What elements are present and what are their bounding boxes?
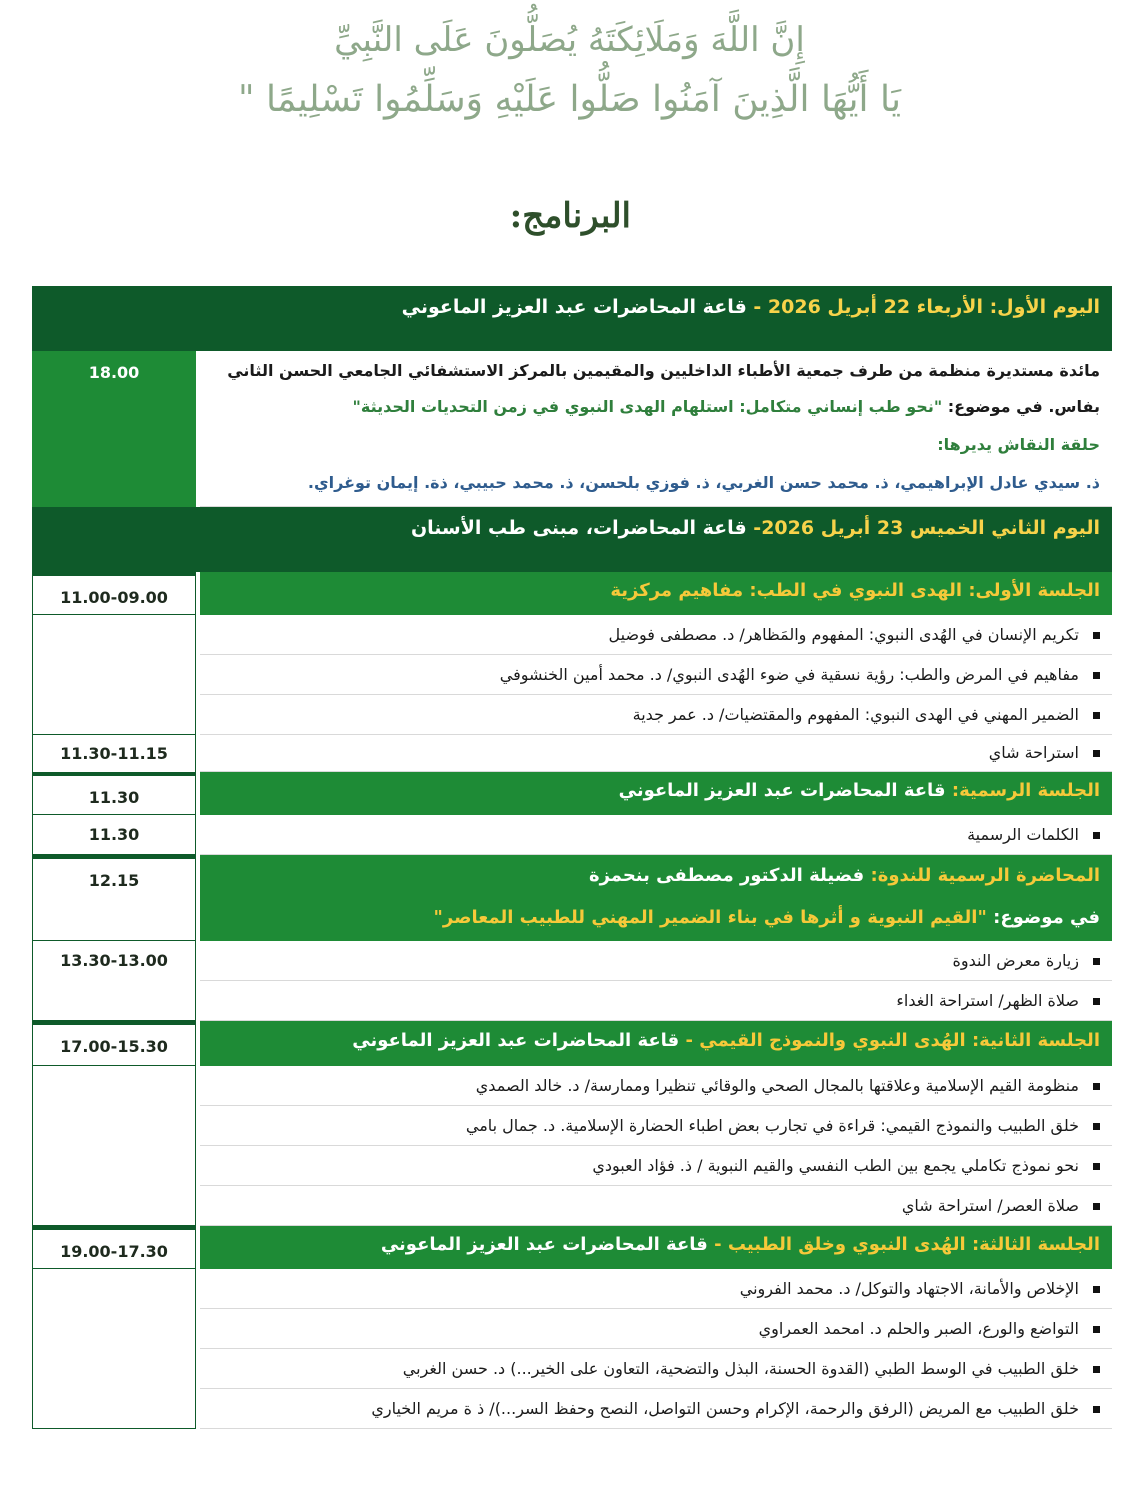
session3-title: الهُدى النبوي وخلق الطبيب - xyxy=(714,1234,966,1255)
bullet-icon xyxy=(1093,712,1100,719)
session3-label: الجلسة الثالثة: xyxy=(971,1234,1100,1255)
session2-break: صلاة العصر/ استراحة شاي xyxy=(901,1196,1079,1215)
bullet-icon xyxy=(1093,1203,1100,1210)
lecture-label: المحاضرة الرسمية للندوة: xyxy=(870,865,1100,886)
bullet-icon xyxy=(1093,1163,1100,1170)
session1-item-3: الضمير المهني في الهدى النبوي: المفهوم والمقتضيات/ د. عمر جدية xyxy=(632,705,1079,724)
session2-title: الهُدى النبوي والنموذج القيمي - xyxy=(685,1030,966,1051)
list-item xyxy=(32,1389,1112,1429)
bullet-icon xyxy=(1093,672,1100,679)
day2-venue: قاعة المحاضرات، مبنى طب الأسنان xyxy=(410,517,747,539)
bullet-icon xyxy=(1093,1406,1100,1413)
speeches-time: 11.30 xyxy=(32,815,196,855)
session3-header xyxy=(32,1226,1112,1269)
official-session-header xyxy=(32,772,1112,815)
day2-label: اليوم الثاني الخميس 23 أبريل 2026- xyxy=(753,517,1100,539)
list-item xyxy=(32,655,1112,695)
bullet-icon xyxy=(1093,832,1100,839)
round-table-line-2: بفاس. في موضوع: xyxy=(947,397,1100,416)
session1-time: 11.00-09.00 xyxy=(32,572,196,615)
session3-item-2: التواضع والورع، الصبر والحلم د. امحمد العمراوي xyxy=(758,1319,1079,1338)
list-item xyxy=(32,615,1112,655)
visit-time: 13.30-13.00 xyxy=(32,941,196,981)
lecture-header xyxy=(32,855,1112,941)
list-item xyxy=(32,695,1112,735)
session3-time: 19.00-17.30 xyxy=(32,1226,196,1269)
lecture-speaker: فضيلة الدكتور مصطفى بنحمزة xyxy=(588,865,865,886)
visit-label: زيارة معرض الندوة xyxy=(952,951,1079,970)
moderators: ذ. سيدي عادل الإبراهيمي، ذ. محمد حسن الغربي، ذ. فوزي بلحسن، ذ. محمد حبيبي، ذة. إيمان توغراي. xyxy=(307,473,1100,492)
bullet-icon xyxy=(1093,1366,1100,1373)
list-item xyxy=(32,1269,1112,1309)
session2-time: 17.00-15.30 xyxy=(32,1021,196,1066)
lecture-topic: "القيم النبوية و أثرها في بناء الضمير المهني للطبيب المعاصر" xyxy=(433,907,987,928)
bullet-icon xyxy=(1093,958,1100,965)
official-label: الجلسة الرسمية: xyxy=(951,780,1100,801)
day1-round-table xyxy=(32,351,1112,507)
tea1-label: استراحة شاي xyxy=(988,743,1079,762)
day1-time: 18.00 xyxy=(32,351,196,507)
session1-label: الجلسة الأولى: xyxy=(968,580,1100,601)
list-item xyxy=(32,1066,1112,1106)
program-title: البرنامج: xyxy=(509,196,631,236)
bullet-icon xyxy=(1093,632,1100,639)
session3-item-4: خلق الطبيب مع المريض (الرفق والرحمة، الإكرام وحسن التواصل، النصح وحفظ السر...)/ ذ ة مريم الخياري xyxy=(371,1399,1079,1418)
session1-header xyxy=(32,572,1112,615)
day1-venue: قاعة المحاضرات عبد العزيز الماعوني xyxy=(401,296,747,318)
speeches-label: الكلمات الرسمية xyxy=(967,825,1079,844)
session2-item-1: منظومة القيم الإسلامية وعلاقتها بالمجال الصحي والوقائي تنظيرا وممارسة/ د. خالد الصمدي xyxy=(475,1076,1079,1095)
list-item xyxy=(32,941,1112,981)
day1-header xyxy=(32,286,1112,351)
list-item xyxy=(32,1106,1112,1146)
lecture-topic-label: في موضوع: xyxy=(993,907,1100,928)
session1-title: الهدى النبوي في الطب: مفاهيم مركزية xyxy=(610,580,963,601)
session2-venue: قاعة المحاضرات عبد العزيز الماعوني xyxy=(352,1030,680,1051)
verse-line-2: يَا أَيُّهَا الَّذِينَ آمَنُوا صَلُّوا عَلَيْهِ وَسَلِّمُوا تَسْلِيمًا " xyxy=(238,79,901,120)
official-time: 11.30 xyxy=(32,772,196,815)
list-item xyxy=(32,1349,1112,1389)
list-item xyxy=(32,815,1112,855)
list-item xyxy=(32,981,1112,1021)
verse-line-1: إِنَّ اللَّهَ وَمَلَائِكَتَهُ يُصَلُّونَ عَلَى النَّبِيِّ xyxy=(334,20,805,60)
lecture-time: 12.15 xyxy=(32,855,196,941)
round-table-line-1: مائدة مستديرة منظمة من طرف جمعية الأطباء الداخليين والمقيمين بالمركز الاستشفائي الجامعي الحسن الثاني xyxy=(227,361,1100,380)
session1-item-2: مفاهيم في المرض والطب: رؤية نسقية في ضوء الهُدى النبوي/ د. محمد أمين الخنشوفي xyxy=(499,665,1079,684)
tea-break-row xyxy=(32,735,1112,772)
bullet-icon xyxy=(1093,1326,1100,1333)
round-table-topic: "نحو طب إنساني متكامل: استلهام الهدى النبوي في زمن التحديات الحديثة" xyxy=(352,397,943,416)
session2-label: الجلسة الثانية: xyxy=(971,1030,1100,1051)
session1-item-1: تكريم الإنسان في الهُدى النبوي: المفهوم والمَظاهر/ د. مصطفى فوضيل xyxy=(608,625,1079,644)
list-item xyxy=(32,1146,1112,1186)
session3-item-1: الإخلاص والأمانة، الاجتهاد والتوكل/ د. محمد الفروني xyxy=(739,1279,1079,1298)
moderators-label: حلقة النقاش يديرها: xyxy=(937,435,1100,454)
session3-venue: قاعة المحاضرات عبد العزيز الماعوني xyxy=(380,1234,708,1255)
session2-header xyxy=(32,1021,1112,1066)
list-item xyxy=(32,1309,1112,1349)
bullet-icon xyxy=(1093,1083,1100,1090)
bullet-icon xyxy=(1093,750,1100,757)
tea1-time: 11.30-11.15 xyxy=(32,735,196,772)
bullet-icon xyxy=(1093,998,1100,1005)
session3-item-3: خلق الطبيب في الوسط الطبي (القدوة الحسنة، البذل والتضحية، التعاون على الخير...) د. حسن الغربي xyxy=(402,1359,1079,1378)
day2-header xyxy=(32,507,1112,572)
session2-item-2: خلق الطبيب والنموذج القيمي: قراءة في تجارب بعض اطباء الحضارة الإسلامية. د. جمال بامي xyxy=(465,1116,1079,1135)
bullet-icon xyxy=(1093,1286,1100,1293)
day1-label: اليوم الأول: الأربعاء 22 أبريل 2026 - xyxy=(753,296,1100,318)
session2-item-3: نحو نموذج تكاملي يجمع بين الطب النفسي والقيم النبوية / ذ. فؤاد العبودي xyxy=(592,1156,1079,1175)
bullet-icon xyxy=(1093,1123,1100,1130)
list-item xyxy=(32,1186,1112,1226)
lunch-label: صلاة الظهر/ استراحة الغداء xyxy=(896,991,1079,1010)
official-venue: قاعة المحاضرات عبد العزيز الماعوني xyxy=(618,780,946,801)
